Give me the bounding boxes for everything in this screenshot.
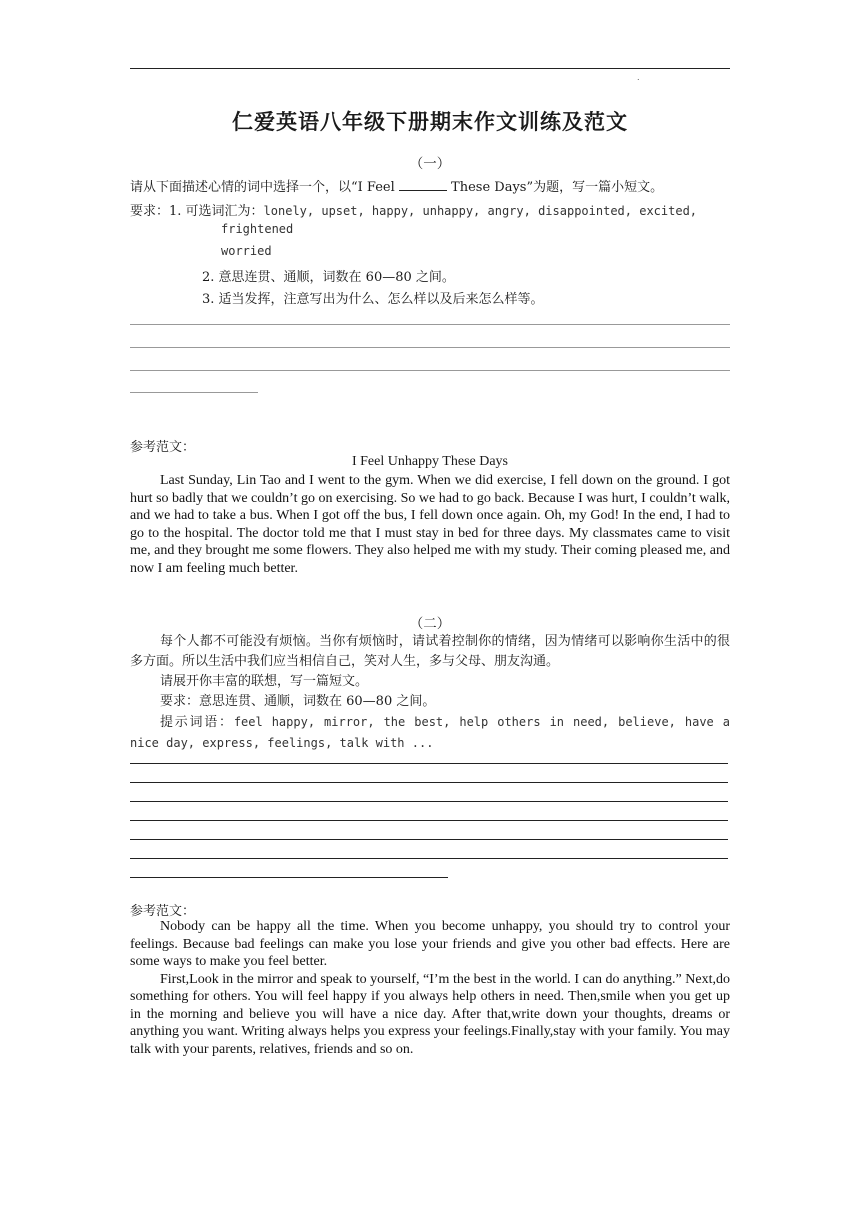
answer-line [130,370,730,371]
page-title: 仁爱英语八年级下册期末作文训练及范文 [232,109,628,134]
section2-number: （二） [409,616,451,632]
hint-label: 提示词语： [160,715,234,730]
answer-line [130,839,728,840]
header-rule [130,68,730,69]
answer-line [130,801,728,802]
section1-prompt [130,176,730,195]
essay1-title: I Feel Unhappy These Days [351,454,509,469]
header-dot: . [637,73,640,82]
essay2-paragraph-2: First,Look in the mirror and speak to yourself, “I’m the best in the world. I can do anything.” Next,do something for others. You will feel happy if you always help others in need. Then,smile when you get up in the morning and believe you will have a nice day. After that,write down your thoughts, dreams or anything you want. Writing always helps you express your feelings.Finally,stay with your family. You may talk with your parents, relatives, friends and so on. [130,971,730,1057]
answer-line [130,858,728,859]
answer-line [130,820,728,821]
requirement-3: 3. 适当发挥，注意写出为什么、怎么样以及后来怎么样等。 [202,292,544,307]
section2-requirement: 要求：意思连贯、通顺，词数在 60—80 之间。 [160,694,436,709]
prompt-before: 请从下面描述心情的词中选择一个，以“I Feel [130,180,399,195]
answer-line [130,763,728,764]
essay1-body [130,472,730,577]
section1-sample-label: 参考范文： [130,440,196,455]
essay1-paragraph: Last Sunday, Lin Tao and I went to the gym. When we did exercise, I fell down on the ground. I got hurt so badly that we couldn’t go on exercising. So we had to go back. Because I was hurt, I couldn’t walk, and we had to take a bus. When I got off the bus, I fell down once again. Oh, my God! In the end, I had to go to the hospital. The doctor told me that I must stay in bed for three days. My classmates came to visit me, and they brought me some flowers. They also helped me with my study. Their coming pleased me, and now I am feeling much better. [130,473,730,576]
section2-hints [130,712,730,754]
answer-line [130,324,730,325]
req1-words: lonely, upset, happy, unhappy, angry, disappointed, excited, [263,204,698,218]
prompt-blank [399,179,447,191]
requirement-1 [130,200,730,219]
section2-sample-label: 参考范文： [130,904,196,919]
essay2-paragraph-1: Nobody can be happy all the time. When you become unhappy, you should try to control your feelings. Because bad feelings can make you lose your friends and give you other bad effects. Here are some ways to make you feel better. [130,919,730,969]
section2-instructions [130,632,730,754]
req1-label: 要求：1. 可选词汇为： [130,204,264,219]
requirement-2: 2. 意思连贯、通顺，词数在 60—80 之间。 [202,270,455,285]
section2-intro: 每个人都不可能没有烦恼。当你有烦恼时，请试着控制你的情绪，因为情绪可以影响你生活中的很多方面。所以生活中我们应当相信自己，笑对人生，多与父母、朋友沟通。 [130,634,730,669]
answer-line [130,392,258,393]
prompt-after: These Days”为题，写一篇小短文。 [446,180,664,195]
req1-continuation-2: worried [221,244,272,258]
answer-line [130,877,448,878]
answer-line [130,347,730,348]
hint-words: feel happy, mirror, the best, help others in need, believe, have a nice day, express, feelings, talk with ... [130,715,730,750]
req1-continuation-1: frightened [221,222,294,236]
essay2-body [130,918,730,1058]
answer-line [130,782,728,783]
section1-number: （一） [409,156,451,172]
section2-task: 请展开你丰富的联想，写一篇短文。 [160,674,369,689]
